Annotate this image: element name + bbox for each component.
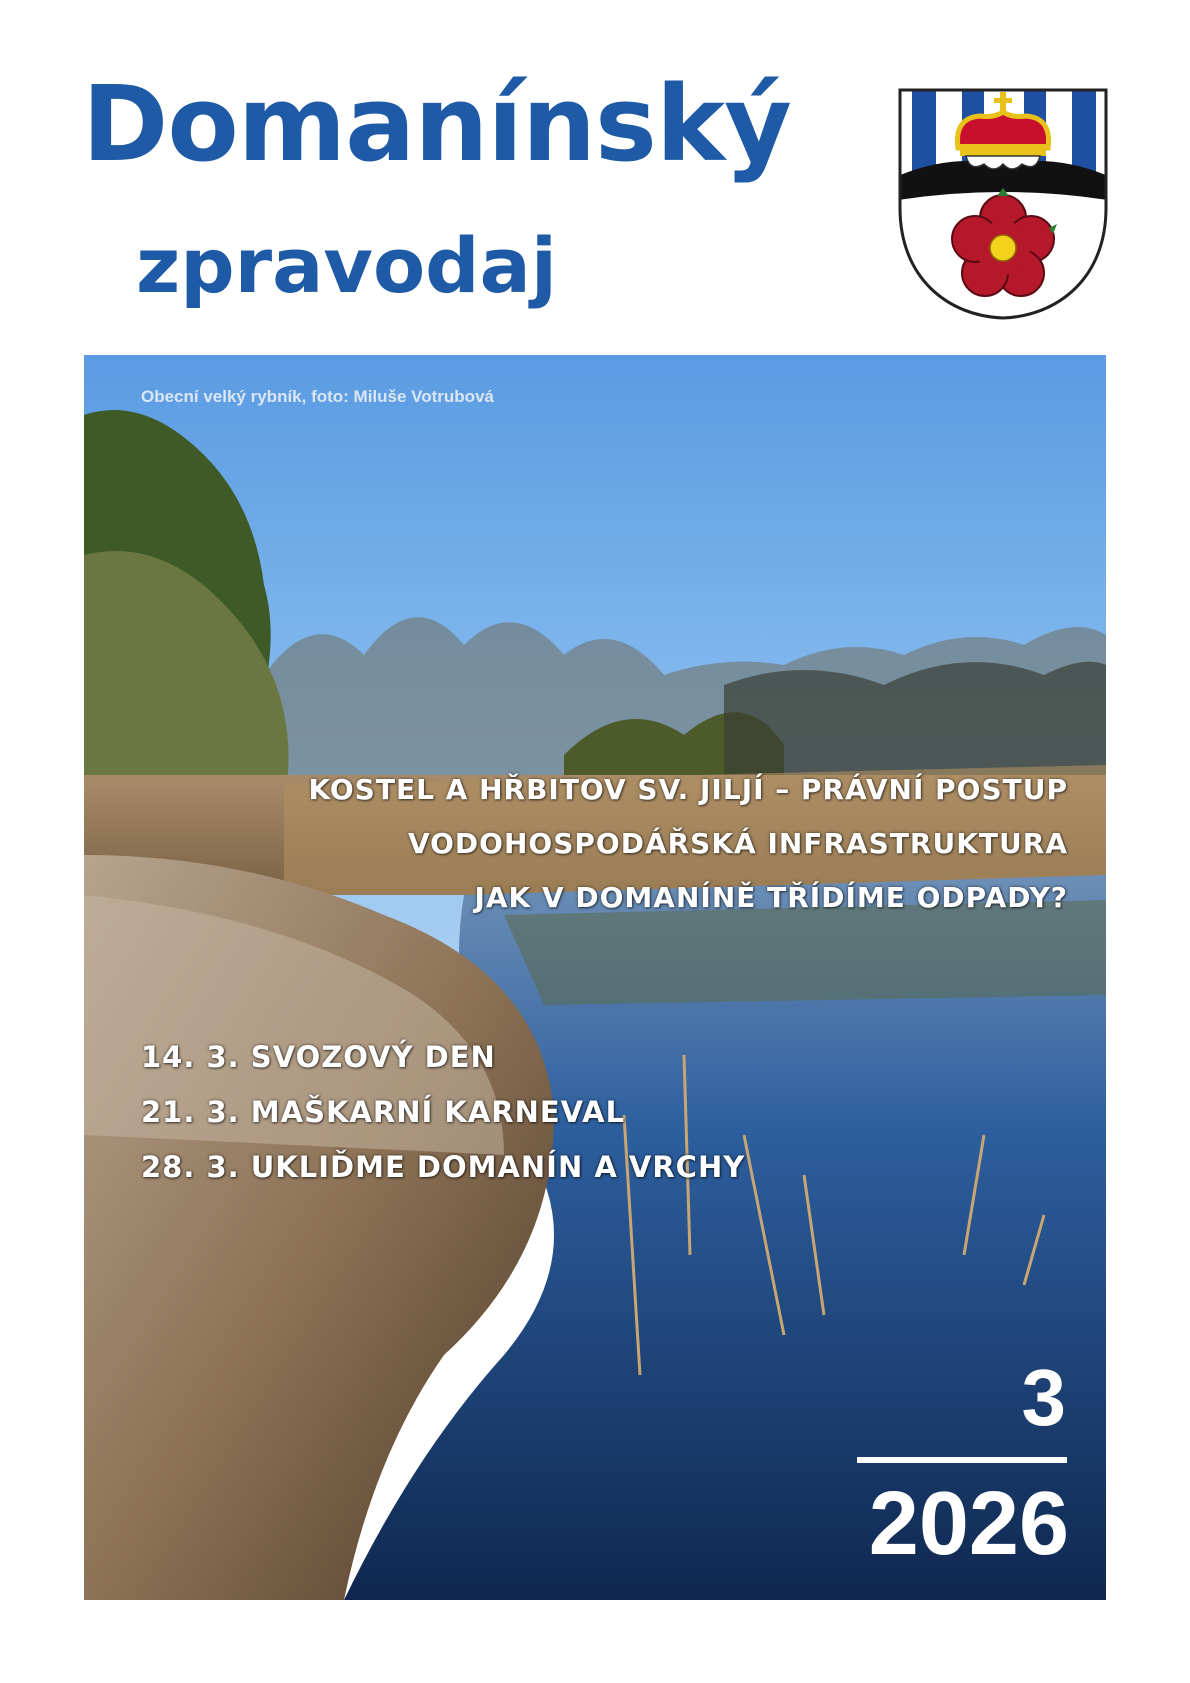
coat-of-arms-icon xyxy=(898,88,1108,320)
issue-divider xyxy=(857,1457,1067,1463)
newsletter-subtitle: zpravodaj xyxy=(136,221,557,310)
cover-photo xyxy=(84,355,1106,1600)
event-item: 21. 3. MAŠKARNÍ KARNEVAL xyxy=(141,1095,626,1129)
issue-number: 3 xyxy=(1021,1353,1066,1442)
event-item: 28. 3. UKLIĎME DOMANÍN A VRCHY xyxy=(141,1150,746,1184)
headline-water-infrastructure: VODOHOSPODÁŘSKÁ INFRASTRUKTURA xyxy=(407,827,1068,860)
newsletter-title: Domanínský xyxy=(82,63,791,185)
photo-caption: Obecní velký rybník, foto: Miluše Votrubová xyxy=(141,387,494,406)
issue-year: 2026 xyxy=(868,1474,1069,1574)
headline-church: KOSTEL A HŘBITOV SV. JILJÍ – PRÁVNÍ POSTUP xyxy=(308,773,1068,806)
headline-waste-sorting: JAK V DOMANÍNĚ TŘÍDÍME ODPADY? xyxy=(474,881,1068,914)
event-item: 14. 3. SVOZOVÝ DEN xyxy=(141,1040,496,1074)
pond-landscape-image xyxy=(84,355,1106,1600)
